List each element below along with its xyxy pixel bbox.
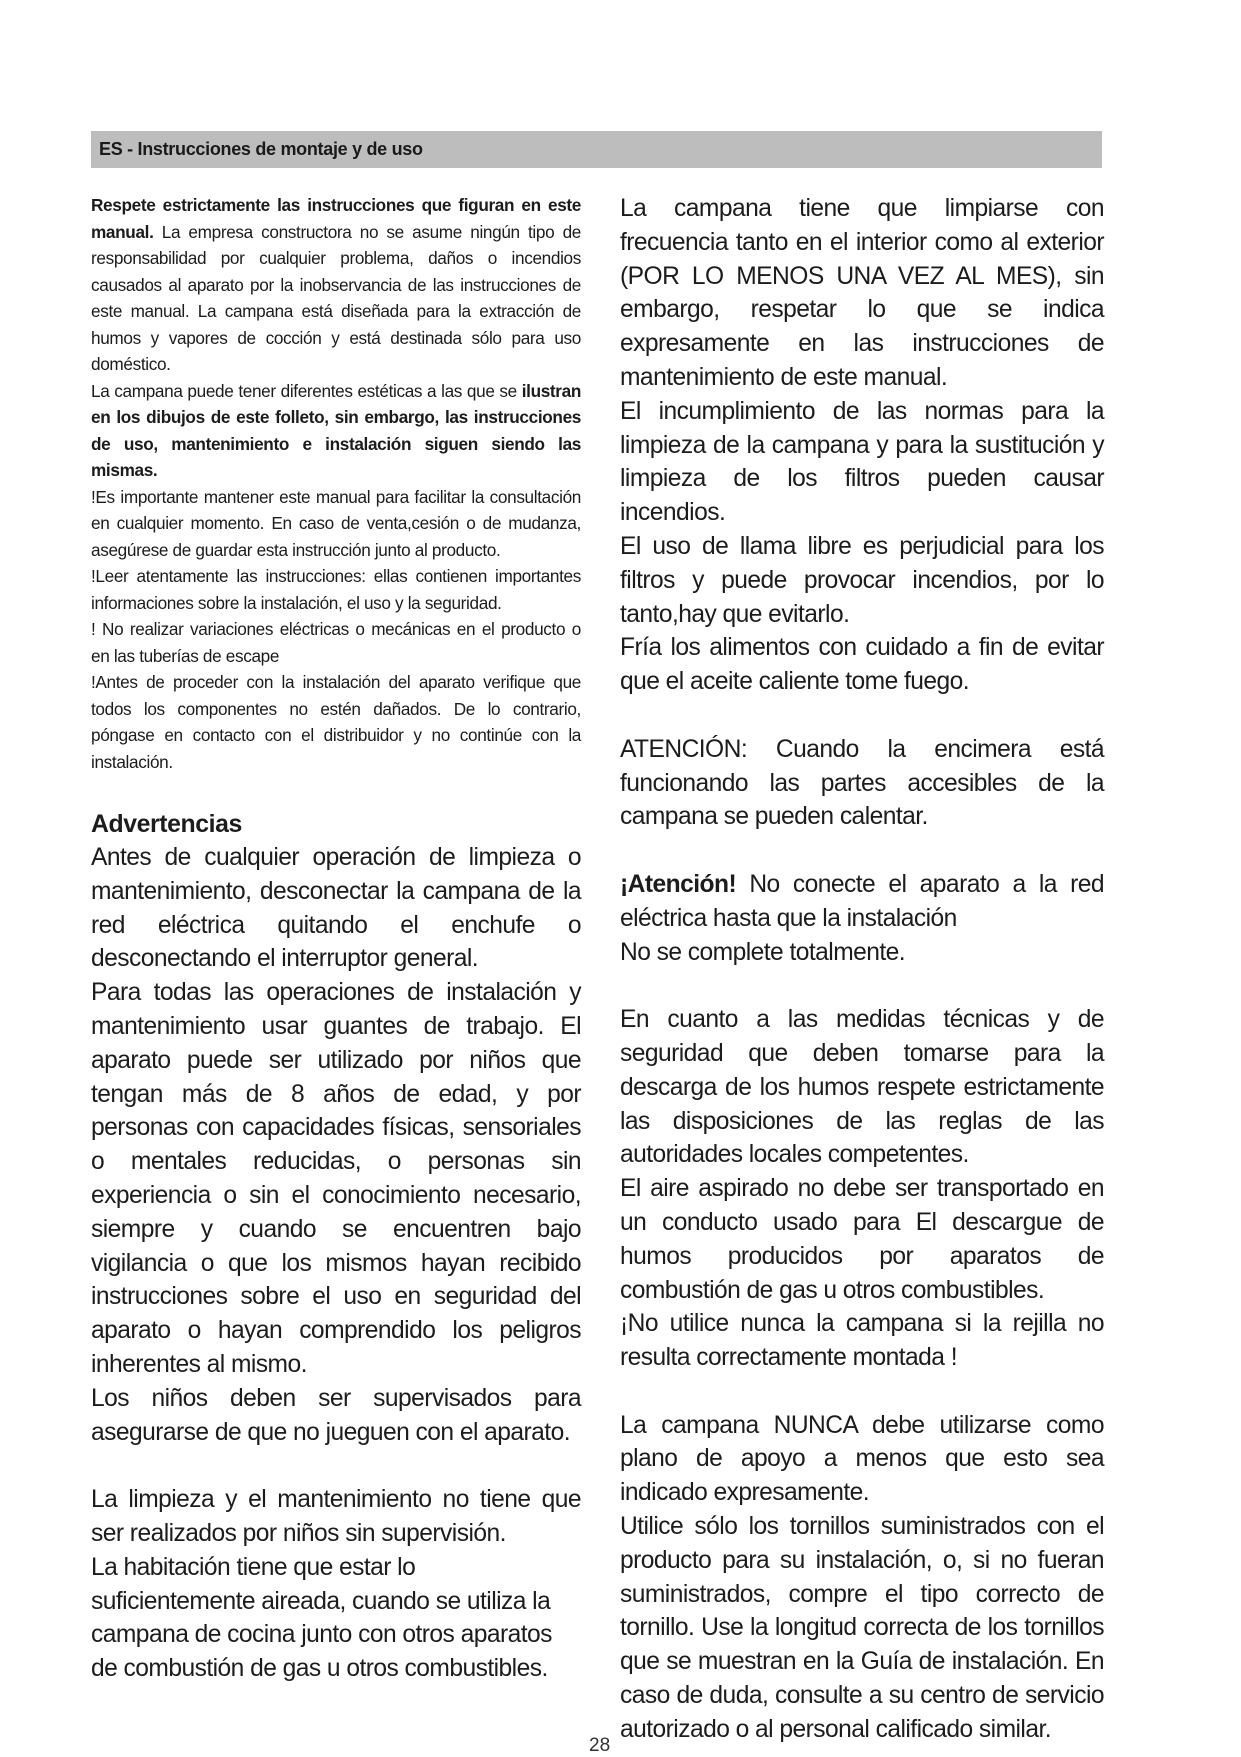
intro-paragraph-4: !Leer atentamente las instrucciones: ellas contienen importantes informaciones sobre la instalación, el uso y la seguridad. bbox=[91, 566, 581, 613]
right-paragraph-11: Utilice sólo los tornillos suministrados con el producto para su instalación, o, si no fueran suministrados, compre el tipo correcto de tornillo. Use la longitud correcta de los tornillos que se muestran en la Guía de instalación. En caso de duda, consulte a su centro de servicio autorizado o al personal calificado similar. bbox=[620, 1513, 1104, 1743]
right-paragraph-8: El aire aspirado no debe ser transportado en un conducto usado para El descargue de humos producidos por aparatos de combustión de gas u otros combustibles. bbox=[620, 1175, 1104, 1304]
section-header-title: ES - Instrucciones de montaje y de uso bbox=[99, 139, 423, 159]
paragraph-spacer bbox=[620, 834, 1104, 868]
intro-paragraph-3: !Es importante mantener este manual para facilitar la consultación en cualquier momento. En caso de venta,cesión o de mudanza, asegúrese de guardar esta instrucción junto al producto. bbox=[91, 486, 581, 560]
attention-text: No conecte el aparato a la red eléctrica hasta que la instalación bbox=[620, 870, 1104, 932]
intro-bold-lead: Respete estrictamente las instrucciones que figuran en este manual. bbox=[91, 195, 581, 242]
intro-block bbox=[91, 192, 581, 775]
section-header-bar bbox=[91, 131, 1102, 168]
paragraph-spacer bbox=[91, 1449, 581, 1483]
right-paragraph-7: En cuanto a las medidas técnicas y de seguridad que deben tomarse para la descarga de los humos respete estrictamente las disposiciones de las reglas de las autoridades locales competentes. bbox=[620, 1006, 1104, 1169]
paragraph-spacer bbox=[620, 699, 1104, 733]
right-paragraph-9: ¡No utilice nunca la campana si la rejilla no resulta correctamente montada ! bbox=[620, 1310, 1104, 1372]
right-paragraph-3: El uso de llama libre es perjudicial para los filtros y puede provocar incendios, por lo tanto,hay que evitarlo. bbox=[620, 532, 1104, 628]
right-paragraph-5: ATENCIÓN: Cuando la encimera está funcionando las partes accesibles de la campana se pueden calentar. bbox=[620, 735, 1104, 831]
right-paragraph-1: La campana tiene que limpiarse con frecuencia tanto en el interior como al exterior (POR LO MENOS UNA VEZ AL MES), sin embargo, respetar lo que se indica expresamente en las instrucciones de mantenimiento de este manual. bbox=[620, 195, 1104, 391]
right-paragraph-4: Fría los alimentos con cuidado a fin de evitar que el aceite caliente tome fuego. bbox=[620, 634, 1104, 696]
attention-bold: ¡Atención! bbox=[620, 870, 737, 898]
warning-paragraph-4: La limpieza y el mantenimiento no tiene que ser realizados por niños sin supervisión. bbox=[91, 1486, 581, 1547]
right-column bbox=[620, 192, 1104, 1747]
warnings-block bbox=[91, 841, 581, 1686]
warning-paragraph-1: Antes de cualquier operación de limpieza o mantenimiento, desconectar la campana de la red eléctrica quitando el enchufe o desconectando el interruptor general. bbox=[91, 844, 581, 973]
page-number: 28 bbox=[589, 1735, 611, 1756]
right-paragraph-2: El incumplimiento de las normas para la limpieza de la campana y para la sustitución y limpieza de los filtros pueden causar incendios. bbox=[620, 397, 1104, 527]
intro-paragraph-6: !Antes de proceder con la instalación del aparato verifique que todos los componentes no estén dañados. De lo contrario, póngase en contacto con el distribuidor y no continúe con la instalación. bbox=[91, 672, 581, 772]
intro-paragraph-5: ! No realizar variaciones eléctricas o mecánicas en el producto o en las tuberías de escape bbox=[91, 619, 581, 666]
intro-text: La empresa constructora no se asume ningún tipo de responsabilidad por cualquier problema, daños o incendios causados al aparato por la inobservancia de las instrucciones de este manual. La campana está diseñada para la extracción de humos y vapores de cocción y está destinada sólo para uso doméstico. bbox=[91, 221, 581, 374]
right-paragraph-6-line2: No se complete totalmente. bbox=[620, 938, 906, 966]
right-paragraph-10: La campana NUNCA debe utilizarse como plano de apoyo a menos que esto sea indicado expresamente. bbox=[620, 1411, 1104, 1507]
right-paragraph-6 bbox=[620, 868, 1104, 936]
intro-paragraph-1 bbox=[91, 192, 581, 378]
paragraph-spacer bbox=[620, 1375, 1104, 1409]
intro-bold-text: ilustran en los dibujos de este folleto, sin embargo, las instrucciones de uso, mantenimiento e instalación siguen siendo las mismas. bbox=[91, 380, 581, 480]
paragraph-spacer bbox=[620, 969, 1104, 1003]
warning-paragraph-2: Para todas las operaciones de instalación y mantenimiento usar guantes de trabajo. El aparato puede ser utilizado por niños que tengan más de 8 años de edad, y por personas con capacidades físicas, sensoriales o mentales reducidas, o personas sin experiencia o sin el conocimiento necesario, siempre y cuando se encuentren bajo vigilancia o que los mismos hayan recibido instrucciones sobre el uso en seguridad del aparato o hayan comprendido los peligros inherentes al mismo. bbox=[91, 979, 581, 1378]
warning-paragraph-5: La habitación tiene que estar lo suficientemente aireada, cuando se utiliza la campana de cocina junto con otros aparatos de combustión de gas u otros combustibles. bbox=[91, 1553, 552, 1683]
warnings-heading: Advertencias bbox=[91, 811, 242, 838]
left-column bbox=[91, 192, 581, 1686]
intro-text: La campana puede tener diferentes estéticas a las que se bbox=[91, 380, 522, 401]
intro-paragraph-2 bbox=[91, 378, 581, 484]
warning-paragraph-3: Los niños deben ser supervisados para asegurarse de que no jueguen con el aparato. bbox=[91, 1384, 581, 1446]
